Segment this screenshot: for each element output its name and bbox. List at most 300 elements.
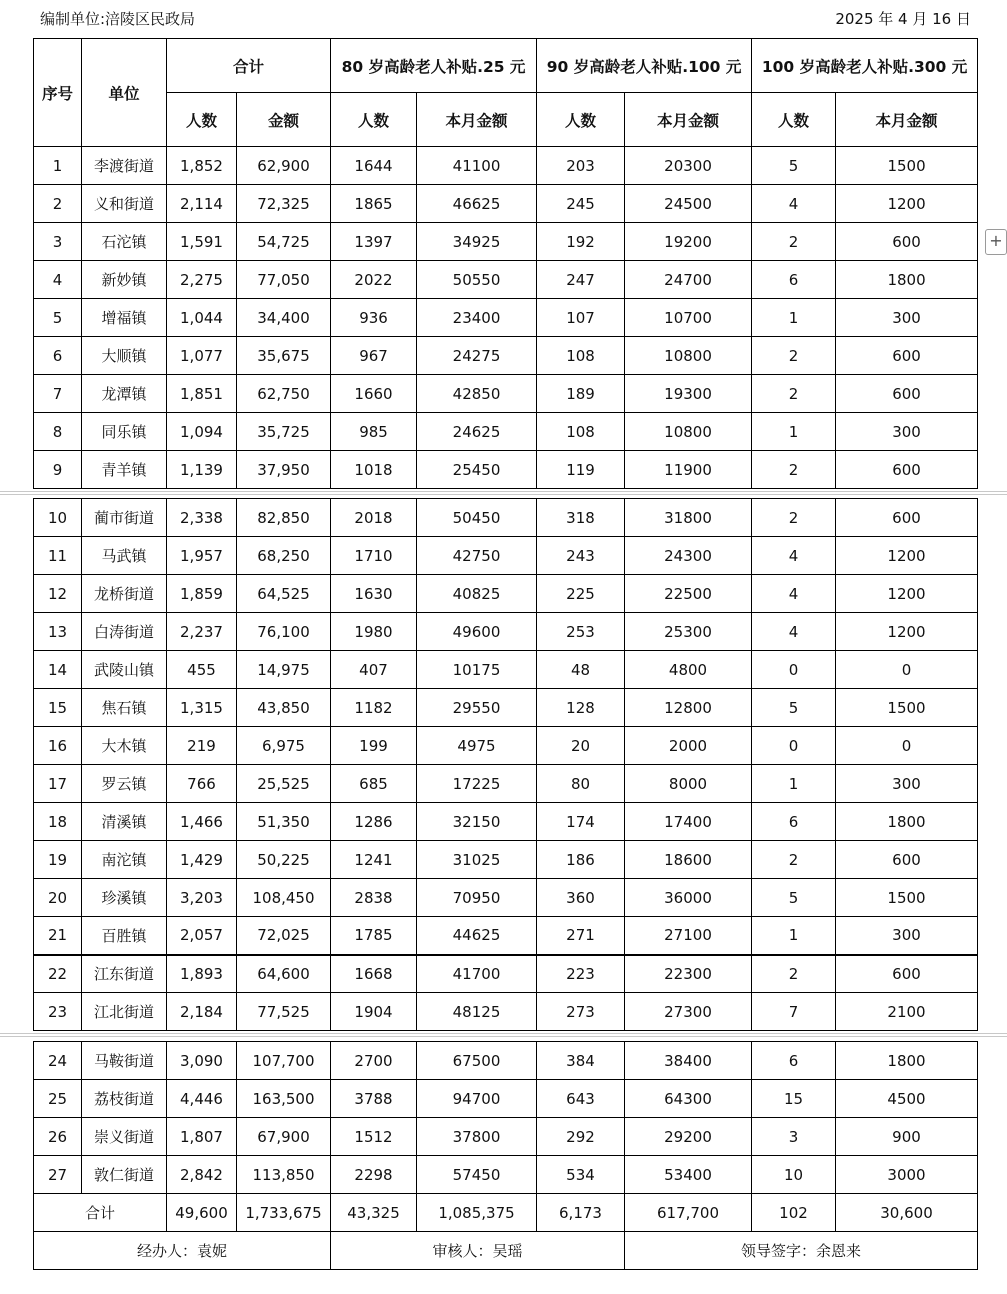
row-100-people: 2 <box>752 337 836 375</box>
row-90-people: 223 <box>537 955 625 993</box>
row-90-people: 203 <box>537 147 625 185</box>
sub-header-month-amount: 本月金额 <box>836 93 978 147</box>
col-80-header: 80 岁高龄老人补贴.25 元 <box>331 39 537 93</box>
row-unit: 焦石镇 <box>82 689 167 727</box>
total-80-people: 43,325 <box>331 1194 417 1232</box>
row-80-amount: 32150 <box>417 803 537 841</box>
row-unit: 青羊镇 <box>82 451 167 489</box>
row-90-people: 384 <box>537 1042 625 1080</box>
row-unit: 石沱镇 <box>82 223 167 261</box>
row-seq: 13 <box>34 613 82 651</box>
row-seq: 22 <box>34 955 82 993</box>
row-seq: 6 <box>34 337 82 375</box>
row-total-amount: 67,900 <box>237 1118 331 1156</box>
row-total-amount: 50,225 <box>237 841 331 879</box>
row-100-amount: 1500 <box>836 689 978 727</box>
row-seq: 8 <box>34 413 82 451</box>
row-90-people: 108 <box>537 413 625 451</box>
row-80-people: 199 <box>331 727 417 765</box>
row-90-amount: 2000 <box>625 727 752 765</box>
row-unit: 清溪镇 <box>82 803 167 841</box>
row-100-amount: 1200 <box>836 575 978 613</box>
total-90-amount: 617,700 <box>625 1194 752 1232</box>
row-total-people: 2,275 <box>167 261 237 299</box>
row-total-amount: 108,450 <box>237 879 331 917</box>
row-total-amount: 64,600 <box>237 955 331 993</box>
leader-signature: 领导签字：余恩来 <box>625 1232 978 1270</box>
page-break-line <box>0 1036 1007 1037</box>
row-seq: 20 <box>34 879 82 917</box>
row-90-amount: 22500 <box>625 575 752 613</box>
row-unit: 敦仁街道 <box>82 1156 167 1194</box>
row-90-amount: 24300 <box>625 537 752 575</box>
row-total-people: 3,203 <box>167 879 237 917</box>
row-100-people: 6 <box>752 803 836 841</box>
row-90-people: 174 <box>537 803 625 841</box>
row-100-amount: 600 <box>836 499 978 537</box>
sub-header-month-amount: 本月金额 <box>625 93 752 147</box>
sub-header-amount: 金额 <box>237 93 331 147</box>
row-total-people: 2,184 <box>167 993 237 1031</box>
row-90-amount: 27300 <box>625 993 752 1031</box>
row-unit: 崇义街道 <box>82 1118 167 1156</box>
row-90-amount: 24700 <box>625 261 752 299</box>
row-100-amount: 600 <box>836 841 978 879</box>
total-80-amount: 1,085,375 <box>417 1194 537 1232</box>
row-90-amount: 19300 <box>625 375 752 413</box>
row-80-people: 2838 <box>331 879 417 917</box>
row-seq: 5 <box>34 299 82 337</box>
row-90-amount: 8000 <box>625 765 752 803</box>
row-total-people: 1,139 <box>167 451 237 489</box>
row-100-amount: 600 <box>836 223 978 261</box>
totals-row <box>34 1194 978 1232</box>
row-80-amount: 23400 <box>417 299 537 337</box>
row-seq: 15 <box>34 689 82 727</box>
row-100-amount: 1500 <box>836 879 978 917</box>
row-total-amount: 37,950 <box>237 451 331 489</box>
row-seq: 7 <box>34 375 82 413</box>
row-90-amount: 20300 <box>625 147 752 185</box>
row-90-people: 292 <box>537 1118 625 1156</box>
row-100-amount: 1800 <box>836 1042 978 1080</box>
row-80-people: 1397 <box>331 223 417 261</box>
row-unit: 龙桥街道 <box>82 575 167 613</box>
row-80-people: 1286 <box>331 803 417 841</box>
row-total-people: 1,957 <box>167 537 237 575</box>
table-row <box>34 499 978 537</box>
row-100-people: 4 <box>752 537 836 575</box>
report-date: 2025 年 4 月 16 日 <box>835 10 971 28</box>
row-80-amount: 57450 <box>417 1156 537 1194</box>
reviewer-signature: 审核人：吴瑶 <box>331 1232 625 1270</box>
row-total-amount: 68,250 <box>237 537 331 575</box>
row-total-people: 4,446 <box>167 1080 237 1118</box>
row-100-people: 5 <box>752 147 836 185</box>
row-90-amount: 10800 <box>625 337 752 375</box>
row-100-amount: 300 <box>836 413 978 451</box>
row-seq: 1 <box>34 147 82 185</box>
row-90-people: 119 <box>537 451 625 489</box>
row-80-amount: 10175 <box>417 651 537 689</box>
row-100-people: 2 <box>752 375 836 413</box>
table-row <box>34 727 978 765</box>
row-90-amount: 27100 <box>625 917 752 955</box>
row-100-people: 1 <box>752 917 836 955</box>
row-unit: 珍溪镇 <box>82 879 167 917</box>
col-100-header: 100 岁高龄老人补贴.300 元 <box>752 39 978 93</box>
row-90-people: 107 <box>537 299 625 337</box>
add-row-button[interactable] <box>985 229 1007 255</box>
row-seq: 25 <box>34 1080 82 1118</box>
row-100-amount: 1800 <box>836 261 978 299</box>
row-seq: 24 <box>34 1042 82 1080</box>
row-100-people: 6 <box>752 1042 836 1080</box>
row-unit: 武陵山镇 <box>82 651 167 689</box>
row-total-people: 2,057 <box>167 917 237 955</box>
row-90-people: 360 <box>537 879 625 917</box>
row-80-amount: 17225 <box>417 765 537 803</box>
row-total-people: 3,090 <box>167 1042 237 1080</box>
row-100-amount: 2100 <box>836 993 978 1031</box>
row-total-amount: 54,725 <box>237 223 331 261</box>
row-100-people: 4 <box>752 613 836 651</box>
row-unit: 新妙镇 <box>82 261 167 299</box>
row-total-amount: 76,100 <box>237 613 331 651</box>
row-seq: 18 <box>34 803 82 841</box>
row-total-people: 1,852 <box>167 147 237 185</box>
row-total-amount: 72,025 <box>237 917 331 955</box>
table-part-3 <box>33 1041 977 1270</box>
row-total-amount: 82,850 <box>237 499 331 537</box>
row-total-people: 1,466 <box>167 803 237 841</box>
row-80-amount: 31025 <box>417 841 537 879</box>
row-80-amount: 24625 <box>417 413 537 451</box>
table-row <box>34 337 978 375</box>
table-row <box>34 1080 978 1118</box>
row-unit: 蔺市街道 <box>82 499 167 537</box>
row-total-people: 1,851 <box>167 375 237 413</box>
row-100-people: 6 <box>752 261 836 299</box>
row-80-people: 1182 <box>331 689 417 727</box>
row-80-amount: 42750 <box>417 537 537 575</box>
row-80-people: 1018 <box>331 451 417 489</box>
row-90-people: 243 <box>537 537 625 575</box>
row-100-people: 2 <box>752 955 836 993</box>
row-100-people: 1 <box>752 299 836 337</box>
row-seq: 2 <box>34 185 82 223</box>
row-80-people: 1980 <box>331 613 417 651</box>
row-90-amount: 31800 <box>625 499 752 537</box>
row-80-people: 2018 <box>331 499 417 537</box>
row-total-people: 1,859 <box>167 575 237 613</box>
row-100-people: 1 <box>752 413 836 451</box>
signature-row <box>34 1232 978 1270</box>
row-unit: 荔枝街道 <box>82 1080 167 1118</box>
row-100-amount: 0 <box>836 727 978 765</box>
row-90-people: 80 <box>537 765 625 803</box>
row-total-amount: 6,975 <box>237 727 331 765</box>
header-row-1 <box>34 39 978 93</box>
row-seq: 4 <box>34 261 82 299</box>
total-90-people: 6,173 <box>537 1194 625 1232</box>
row-total-people: 1,094 <box>167 413 237 451</box>
row-90-people: 273 <box>537 993 625 1031</box>
row-100-people: 2 <box>752 499 836 537</box>
row-total-people: 2,338 <box>167 499 237 537</box>
row-80-amount: 50450 <box>417 499 537 537</box>
row-100-people: 7 <box>752 993 836 1031</box>
row-80-people: 967 <box>331 337 417 375</box>
row-90-amount: 19200 <box>625 223 752 261</box>
table-row <box>34 993 978 1031</box>
row-100-amount: 1200 <box>836 537 978 575</box>
sub-header-people: 人数 <box>537 93 625 147</box>
row-80-amount: 37800 <box>417 1118 537 1156</box>
row-80-amount: 42850 <box>417 375 537 413</box>
table-row <box>34 299 978 337</box>
row-80-people: 1865 <box>331 185 417 223</box>
row-100-amount: 0 <box>836 651 978 689</box>
table-row <box>34 537 978 575</box>
row-90-amount: 25300 <box>625 613 752 651</box>
table-row <box>34 765 978 803</box>
row-unit: 罗云镇 <box>82 765 167 803</box>
row-80-people: 985 <box>331 413 417 451</box>
row-100-people: 15 <box>752 1080 836 1118</box>
row-100-amount: 600 <box>836 375 978 413</box>
col-90-header: 90 岁高龄老人补贴.100 元 <box>537 39 752 93</box>
row-total-amount: 43,850 <box>237 689 331 727</box>
row-90-people: 108 <box>537 337 625 375</box>
row-90-amount: 17400 <box>625 803 752 841</box>
row-90-amount: 22300 <box>625 955 752 993</box>
row-90-people: 643 <box>537 1080 625 1118</box>
table-row <box>34 1042 978 1080</box>
row-90-amount: 53400 <box>625 1156 752 1194</box>
row-80-amount: 48125 <box>417 993 537 1031</box>
row-80-people: 1785 <box>331 917 417 955</box>
row-unit: 大顺镇 <box>82 337 167 375</box>
row-total-amount: 72,325 <box>237 185 331 223</box>
row-80-amount: 46625 <box>417 185 537 223</box>
row-total-people: 1,591 <box>167 223 237 261</box>
row-90-people: 318 <box>537 499 625 537</box>
row-unit: 江东街道 <box>82 955 167 993</box>
page-break-line <box>0 494 1007 495</box>
row-90-amount: 64300 <box>625 1080 752 1118</box>
row-unit: 义和街道 <box>82 185 167 223</box>
row-total-people: 2,842 <box>167 1156 237 1194</box>
row-90-people: 225 <box>537 575 625 613</box>
row-unit: 江北街道 <box>82 993 167 1031</box>
row-90-people: 189 <box>537 375 625 413</box>
row-seq: 27 <box>34 1156 82 1194</box>
row-80-people: 1644 <box>331 147 417 185</box>
row-90-people: 271 <box>537 917 625 955</box>
row-90-amount: 11900 <box>625 451 752 489</box>
row-seq: 14 <box>34 651 82 689</box>
total-amount: 1,733,675 <box>237 1194 331 1232</box>
row-100-amount: 900 <box>836 1118 978 1156</box>
row-90-people: 186 <box>537 841 625 879</box>
row-total-amount: 113,850 <box>237 1156 331 1194</box>
table-row <box>34 451 978 489</box>
row-80-people: 1630 <box>331 575 417 613</box>
row-80-people: 2298 <box>331 1156 417 1194</box>
total-100-amount: 30,600 <box>836 1194 978 1232</box>
row-100-people: 2 <box>752 451 836 489</box>
row-100-amount: 300 <box>836 917 978 955</box>
row-100-amount: 4500 <box>836 1080 978 1118</box>
row-100-amount: 600 <box>836 337 978 375</box>
row-unit: 白涛街道 <box>82 613 167 651</box>
row-seq: 10 <box>34 499 82 537</box>
row-80-amount: 40825 <box>417 575 537 613</box>
row-total-people: 2,114 <box>167 185 237 223</box>
row-100-amount: 1200 <box>836 613 978 651</box>
row-100-people: 5 <box>752 879 836 917</box>
table-body-2 <box>34 499 978 1031</box>
table-row <box>34 841 978 879</box>
row-total-amount: 35,725 <box>237 413 331 451</box>
row-80-amount: 94700 <box>417 1080 537 1118</box>
table-part-1 <box>33 38 977 489</box>
row-100-amount: 300 <box>836 765 978 803</box>
row-90-amount: 24500 <box>625 185 752 223</box>
total-people: 49,600 <box>167 1194 237 1232</box>
row-80-amount: 29550 <box>417 689 537 727</box>
table-row <box>34 413 978 451</box>
row-100-amount: 1500 <box>836 147 978 185</box>
row-100-people: 0 <box>752 651 836 689</box>
row-80-people: 936 <box>331 299 417 337</box>
total-100-people: 102 <box>752 1194 836 1232</box>
row-seq: 19 <box>34 841 82 879</box>
row-total-amount: 64,525 <box>237 575 331 613</box>
row-seq: 17 <box>34 765 82 803</box>
row-100-people: 2 <box>752 223 836 261</box>
row-100-amount: 1200 <box>836 185 978 223</box>
row-seq: 26 <box>34 1118 82 1156</box>
subsidy-table <box>33 38 978 489</box>
row-80-amount: 41700 <box>417 955 537 993</box>
row-total-amount: 14,975 <box>237 651 331 689</box>
row-90-people: 48 <box>537 651 625 689</box>
row-80-people: 1904 <box>331 993 417 1031</box>
subsidy-table <box>33 1041 978 1270</box>
row-90-amount: 10700 <box>625 299 752 337</box>
row-90-amount: 12800 <box>625 689 752 727</box>
row-80-people: 3788 <box>331 1080 417 1118</box>
row-100-people: 4 <box>752 185 836 223</box>
row-unit: 马鞍街道 <box>82 1042 167 1080</box>
table-row <box>34 185 978 223</box>
row-90-people: 247 <box>537 261 625 299</box>
row-80-amount: 4975 <box>417 727 537 765</box>
table-row <box>34 917 978 955</box>
row-seq: 3 <box>34 223 82 261</box>
org-label: 编制单位:涪陵区民政局 <box>40 10 196 28</box>
row-90-amount: 36000 <box>625 879 752 917</box>
row-total-people: 1,807 <box>167 1118 237 1156</box>
row-100-people: 10 <box>752 1156 836 1194</box>
table-row <box>34 651 978 689</box>
row-90-amount: 38400 <box>625 1042 752 1080</box>
row-80-people: 1660 <box>331 375 417 413</box>
table-part-2 <box>33 498 977 1031</box>
col-seq-header: 序号 <box>34 39 82 147</box>
row-100-people: 4 <box>752 575 836 613</box>
row-90-people: 534 <box>537 1156 625 1194</box>
row-80-amount: 24275 <box>417 337 537 375</box>
row-total-amount: 25,525 <box>237 765 331 803</box>
table-row <box>34 575 978 613</box>
row-total-people: 1,044 <box>167 299 237 337</box>
sub-header-people: 人数 <box>331 93 417 147</box>
col-total-header: 合计 <box>167 39 331 93</box>
row-unit: 同乐镇 <box>82 413 167 451</box>
table-row <box>34 1118 978 1156</box>
row-80-people: 2700 <box>331 1042 417 1080</box>
row-total-amount: 77,050 <box>237 261 331 299</box>
row-seq: 11 <box>34 537 82 575</box>
row-80-people: 685 <box>331 765 417 803</box>
row-100-amount: 300 <box>836 299 978 337</box>
row-80-people: 1512 <box>331 1118 417 1156</box>
row-total-people: 2,237 <box>167 613 237 651</box>
subsidy-table <box>33 498 978 1031</box>
row-total-amount: 77,525 <box>237 993 331 1031</box>
row-total-people: 219 <box>167 727 237 765</box>
row-80-people: 1668 <box>331 955 417 993</box>
table-row <box>34 261 978 299</box>
row-unit: 增福镇 <box>82 299 167 337</box>
row-total-people: 1,077 <box>167 337 237 375</box>
row-seq: 21 <box>34 917 82 955</box>
row-unit: 李渡街道 <box>82 147 167 185</box>
totals-label: 合计 <box>34 1194 167 1232</box>
row-unit: 百胜镇 <box>82 917 167 955</box>
row-unit: 大木镇 <box>82 727 167 765</box>
row-80-people: 1241 <box>331 841 417 879</box>
row-total-amount: 34,400 <box>237 299 331 337</box>
row-90-amount: 4800 <box>625 651 752 689</box>
row-unit: 南沱镇 <box>82 841 167 879</box>
row-seq: 23 <box>34 993 82 1031</box>
row-unit: 马武镇 <box>82 537 167 575</box>
handler-signature: 经办人：袁妮 <box>34 1232 331 1270</box>
row-90-people: 253 <box>537 613 625 651</box>
row-90-people: 245 <box>537 185 625 223</box>
col-unit-header: 单位 <box>82 39 167 147</box>
page-break-line <box>0 1033 1007 1034</box>
row-80-people: 1710 <box>331 537 417 575</box>
sub-header-people: 人数 <box>752 93 836 147</box>
row-80-amount: 41100 <box>417 147 537 185</box>
table-row <box>34 689 978 727</box>
row-total-people: 1,429 <box>167 841 237 879</box>
table-row <box>34 955 978 993</box>
row-80-amount: 34925 <box>417 223 537 261</box>
row-90-people: 20 <box>537 727 625 765</box>
row-total-people: 455 <box>167 651 237 689</box>
row-total-amount: 107,700 <box>237 1042 331 1080</box>
row-total-amount: 62,900 <box>237 147 331 185</box>
table-body-1 <box>34 147 978 489</box>
sub-header-month-amount: 本月金额 <box>417 93 537 147</box>
row-90-amount: 18600 <box>625 841 752 879</box>
